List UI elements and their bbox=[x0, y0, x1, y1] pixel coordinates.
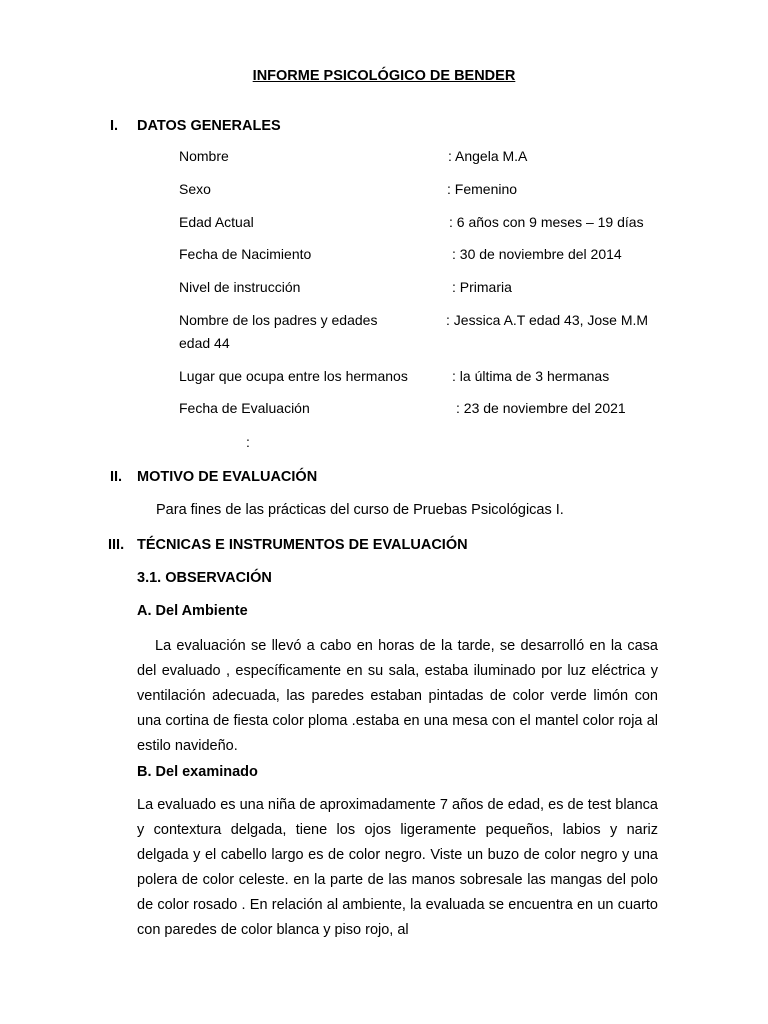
datos-value-padres-continuation: edad 44 bbox=[179, 335, 230, 351]
datos-label-nombre: Nombre bbox=[179, 148, 229, 164]
datos-value-edad: : 6 años con 9 meses – 19 días bbox=[449, 214, 644, 230]
ambiente-heading: A. Del Ambiente bbox=[137, 603, 248, 619]
datos-value-sexo: : Femenino bbox=[447, 181, 518, 197]
ambiente-paragraph: La evaluación se llevó a cabo en horas de la tarde, se desarrolló en la casa del evaluado , específicamente en su sala, estaba iluminado por luz eléctrica y ventilación adecuada, las paredes estaban pintadas de color verde limón con una cortina de fiesta color ploma .estaba en una mesa con el mantel color roja al estilo navideño. bbox=[137, 638, 658, 754]
section-1-heading: DATOS GENERALES bbox=[137, 118, 281, 134]
examinado-heading: B. Del examinado bbox=[137, 764, 258, 780]
datos-label-lugar: Lugar que ocupa entre los hermanos bbox=[179, 368, 408, 384]
datos-label-instruccion: Nivel de instrucción bbox=[179, 279, 301, 295]
observacion-heading: 3.1. OBSERVACIÓN bbox=[137, 570, 272, 586]
datos-label-nacimiento: Fecha de Nacimiento bbox=[179, 246, 312, 262]
datos-label-sexo: Sexo bbox=[179, 181, 211, 197]
datos-value-lugar: : la última de 3 hermanas bbox=[452, 368, 610, 384]
motivo-text: Para fines de las prácticas del curso de Pruebas Psicológicas I. bbox=[156, 502, 564, 518]
report-title: INFORME PSICOLÓGICO DE BENDER bbox=[252, 68, 516, 84]
datos-value-nombre: : Angela M.A bbox=[448, 148, 528, 164]
datos-label-edad: Edad Actual bbox=[179, 214, 254, 230]
datos-value-evaluacion: : 23 de noviembre del 2021 bbox=[456, 400, 626, 416]
datos-label-evaluacion: Fecha de Evaluación bbox=[179, 400, 310, 416]
section-2-number: II. bbox=[110, 469, 123, 485]
datos-label-padres: Nombre de los padres y edades bbox=[179, 312, 378, 328]
examinado-paragraph: La evaluado es una niña de aproximadamente 7 años de edad, es de test blanca y contextura delgada, tiene los ojos ligeramente pequeños, labios y nariz delgada y el cabello largo es de color negro. Viste un buzo de color negro y una polera de color celeste. en la parte de las manos sobresale las mangas del polo de color rosado . En relación al ambiente, la evaluada se encuentra en un cuarto con paredes de color blanca y piso rojo, al bbox=[137, 797, 658, 938]
datos-value-nacimiento: : 30 de noviembre del 2014 bbox=[452, 246, 622, 262]
stray-colon: : bbox=[246, 434, 250, 450]
section-2-heading: MOTIVO DE EVALUACIÓN bbox=[137, 469, 318, 485]
section-3-number: III. bbox=[108, 537, 125, 553]
section-1-number: I. bbox=[110, 118, 119, 134]
section-3-heading: TÉCNICAS E INSTRUMENTOS DE EVALUACIÓN bbox=[137, 537, 468, 553]
datos-value-instruccion: : Primaria bbox=[452, 279, 512, 295]
datos-value-padres: : Jessica A.T edad 43, Jose M.M bbox=[446, 312, 649, 328]
